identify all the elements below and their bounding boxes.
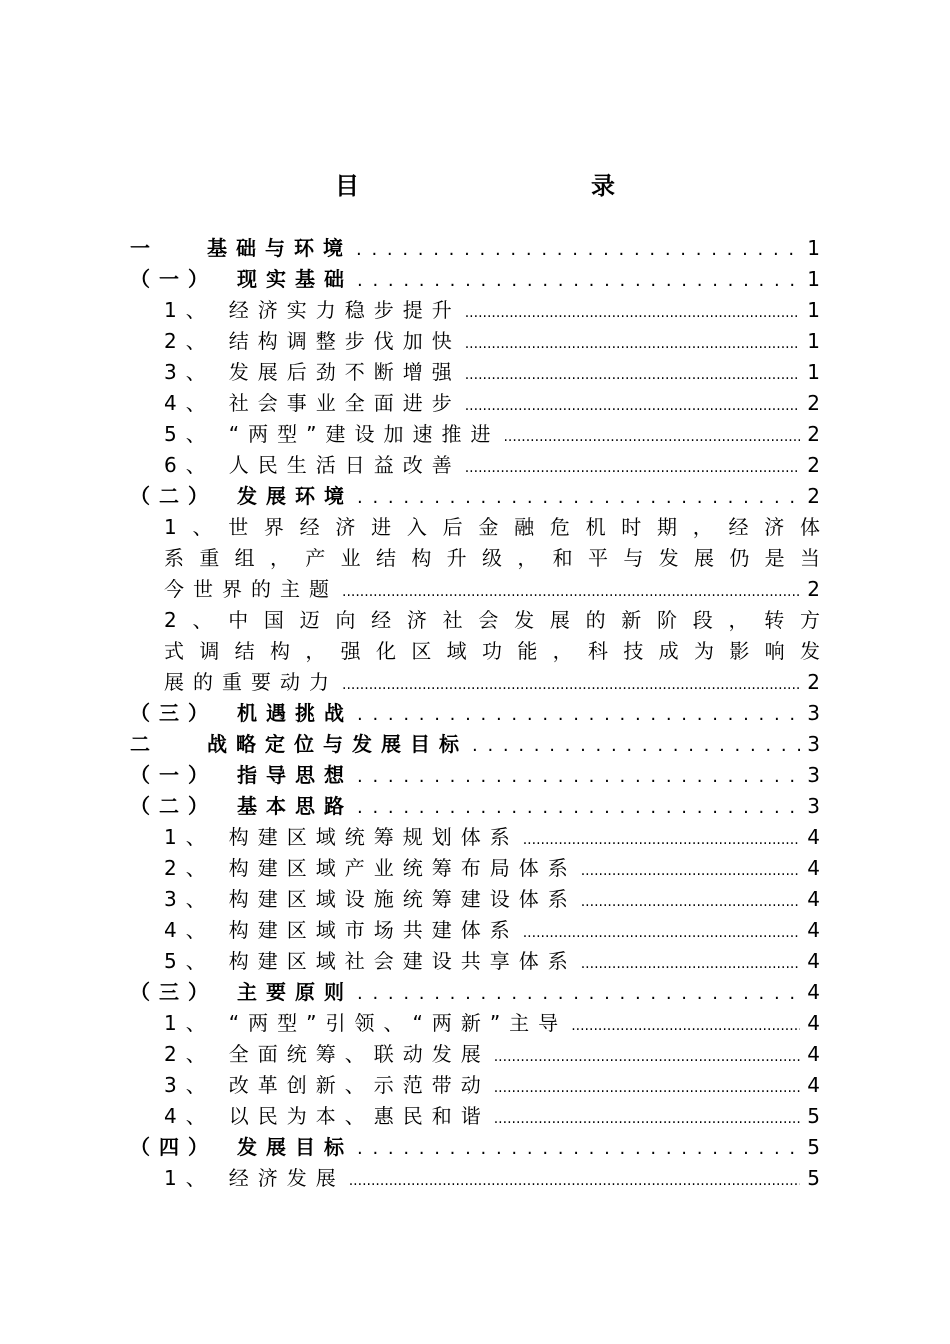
toc-page-number: 2 — [807, 391, 820, 415]
toc-entry-last-line — [130, 667, 820, 698]
toc-entry-last-line — [130, 574, 820, 605]
toc-entry-line: 式调结构，强化区域功能，科技成为影响发 — [164, 639, 820, 663]
toc-entry-number: （三） — [130, 701, 217, 725]
toc-entry[interactable] — [130, 1132, 820, 1163]
toc-entry-label: 基本思路 — [237, 794, 353, 818]
toc-entry[interactable] — [130, 450, 820, 481]
toc-entry-number: （一） — [130, 763, 217, 787]
toc-entry-label: 社会事业全面进步 — [228, 391, 461, 415]
toc-entry-label: 构建区域统筹规划体系 — [228, 825, 519, 849]
toc-page-number: 4 — [807, 887, 820, 911]
toc-entry-label: 机遇挑战 — [237, 701, 353, 725]
toc-entry[interactable] — [130, 1070, 820, 1101]
toc-entry-label: 人民生活日益改善 — [228, 453, 461, 477]
toc-entry[interactable] — [130, 946, 820, 977]
toc-entry[interactable] — [130, 357, 820, 388]
toc-entry-label: 今世界的主题 — [164, 577, 338, 601]
toc-entry-label: 全面统筹、联动发展 — [228, 1042, 490, 1066]
toc-page-number: 3 — [807, 701, 820, 725]
dot-leader — [465, 329, 800, 360]
toc-entry-number: 1、 — [164, 825, 215, 849]
toc-entry[interactable] — [130, 1163, 820, 1194]
dot-leader — [357, 1133, 800, 1166]
toc-page-number: 1 — [807, 236, 820, 260]
toc-entry-line: 2、中国迈向经济社会发展的新阶段，转方 — [164, 608, 820, 632]
toc-entry-label: 经济发展 — [228, 1166, 345, 1190]
toc-entry-number: 5、 — [164, 422, 215, 446]
toc-page-number: 4 — [807, 980, 820, 1004]
toc-entry[interactable] — [130, 977, 820, 1008]
dot-leader — [342, 577, 800, 608]
dot-leader — [494, 1042, 800, 1073]
dot-leader — [494, 1104, 800, 1135]
toc-entry-number: （三） — [130, 980, 217, 1004]
toc-entry[interactable] — [130, 729, 820, 760]
toc-entry[interactable] — [130, 915, 820, 946]
toc-page-number: 3 — [807, 794, 820, 818]
toc-page-number: 4 — [807, 856, 820, 880]
toc-entry-number: 2、 — [164, 1042, 215, 1066]
dot-leader — [357, 761, 800, 794]
toc-entry-number: 3、 — [164, 1073, 215, 1097]
toc-entry-number: （二） — [130, 484, 217, 508]
toc-page-number: 2 — [807, 577, 820, 601]
toc-page-number: 1 — [807, 329, 820, 353]
dot-leader — [503, 422, 800, 453]
dot-leader — [523, 825, 800, 856]
toc-entry-label: 主要原则 — [237, 980, 353, 1004]
toc-entry-number: 4、 — [164, 918, 215, 942]
dot-leader — [465, 298, 800, 329]
toc-entry-line: 系重组，产业结构升级，和平与发展仍是当 — [164, 546, 820, 570]
toc-entry-label: 构建区域设施统筹建设体系 — [228, 887, 577, 911]
toc-entry[interactable] — [130, 295, 820, 326]
table-of-contents — [130, 233, 820, 1194]
toc-page-number: 1 — [807, 360, 820, 384]
toc-entry[interactable] — [130, 326, 820, 357]
dot-leader — [357, 792, 800, 825]
dot-leader — [571, 1011, 800, 1042]
toc-entry-number: 6、 — [164, 453, 215, 477]
toc-page-number: 1 — [807, 267, 820, 291]
toc-page-number: 4 — [807, 825, 820, 849]
toc-entry[interactable] — [130, 884, 820, 915]
toc-entry[interactable] — [130, 1008, 820, 1039]
dot-leader — [581, 949, 800, 980]
dot-leader — [357, 265, 800, 298]
dot-leader — [356, 234, 800, 267]
toc-entry[interactable] — [130, 264, 820, 295]
toc-entry-label: 指导思想 — [237, 763, 353, 787]
toc-page-number: 4 — [807, 918, 820, 942]
dot-leader — [342, 670, 800, 701]
toc-entry-label: 结构调整步伐加快 — [228, 329, 461, 353]
toc-page-number: 2 — [807, 670, 820, 694]
toc-page-number: 4 — [807, 949, 820, 973]
toc-entry[interactable] — [130, 760, 820, 791]
toc-page-number: 2 — [807, 484, 820, 508]
dot-leader — [357, 699, 800, 732]
toc-page-number: 5 — [807, 1104, 820, 1128]
dot-leader — [523, 918, 800, 949]
toc-page-number: 3 — [807, 732, 820, 756]
toc-entry-label: 经济实力稳步提升 — [228, 298, 461, 322]
dot-leader — [494, 1073, 800, 1104]
toc-entry[interactable] — [130, 481, 820, 512]
toc-entry-number: （一） — [130, 267, 217, 291]
toc-entry-line: 1、世界经济进入后金融危机时期，经济体 — [164, 515, 820, 539]
toc-entry-number: 3、 — [164, 360, 215, 384]
toc-entry-number: 二 — [130, 732, 159, 756]
toc-page-number: 5 — [807, 1135, 820, 1159]
toc-entry[interactable] — [130, 853, 820, 884]
toc-entry[interactable] — [130, 512, 820, 605]
dot-leader — [465, 391, 800, 422]
toc-page-number: 5 — [807, 1166, 820, 1190]
toc-entry-label: “两型”建设加速推进 — [228, 422, 500, 446]
toc-entry[interactable] — [130, 233, 820, 264]
toc-entry-number: 5、 — [164, 949, 215, 973]
toc-entry-number: 4、 — [164, 1104, 215, 1128]
toc-entry-label: 基础与环境 — [207, 236, 352, 260]
toc-entry-number: （四） — [130, 1135, 217, 1159]
toc-entry-label: 改革创新、示范带动 — [228, 1073, 490, 1097]
toc-entry-label: 构建区域社会建设共享体系 — [228, 949, 577, 973]
toc-page-number: 2 — [807, 453, 820, 477]
toc-entry-label: 展的重要动力 — [164, 670, 338, 694]
toc-entry-number: 1、 — [164, 1011, 215, 1035]
toc-entry-label: 发展后劲不断增强 — [228, 360, 461, 384]
dot-leader — [357, 978, 800, 1011]
dot-leader — [357, 482, 800, 515]
toc-entry[interactable] — [130, 605, 820, 698]
toc-page-number: 4 — [807, 1011, 820, 1035]
toc-entry-number: 一 — [130, 236, 159, 260]
toc-entry-number: 4、 — [164, 391, 215, 415]
toc-page-number: 3 — [807, 763, 820, 787]
toc-page-number: 4 — [807, 1073, 820, 1097]
toc-entry[interactable] — [130, 1101, 820, 1132]
toc-entry-label: 以民为本、惠民和谐 — [228, 1104, 490, 1128]
toc-entry-label: 现实基础 — [237, 267, 353, 291]
toc-entry-label: “两型”引领、“两新”主导 — [228, 1011, 568, 1035]
toc-entry-number: 1、 — [164, 1166, 215, 1190]
toc-entry[interactable] — [130, 822, 820, 853]
toc-page-number: 1 — [807, 298, 820, 322]
toc-entry[interactable] — [130, 698, 820, 729]
toc-entry[interactable] — [130, 388, 820, 419]
dot-leader — [349, 1166, 800, 1197]
toc-entry-number: （二） — [130, 794, 217, 818]
toc-entry[interactable] — [130, 419, 820, 450]
toc-entry-number: 2、 — [164, 856, 215, 880]
toc-page-number: 2 — [807, 422, 820, 446]
dot-leader — [581, 856, 800, 887]
toc-entry-number: 1、 — [164, 298, 215, 322]
toc-title: 目 录 — [335, 172, 719, 200]
toc-entry-label: 构建区域市场共建体系 — [228, 918, 519, 942]
dot-leader — [465, 360, 800, 391]
dot-leader — [581, 887, 800, 918]
toc-entry-number: 2、 — [164, 329, 215, 353]
toc-entry-label: 发展目标 — [237, 1135, 353, 1159]
dot-leader — [472, 730, 800, 763]
toc-entry[interactable] — [130, 791, 820, 822]
toc-entry-number: 3、 — [164, 887, 215, 911]
toc-entry-label: 战略定位与发展目标 — [207, 732, 468, 756]
toc-entry[interactable] — [130, 1039, 820, 1070]
toc-entry-label: 发展环境 — [237, 484, 353, 508]
dot-leader — [465, 453, 800, 484]
toc-page-number: 4 — [807, 1042, 820, 1066]
toc-entry-label: 构建区域产业统筹布局体系 — [228, 856, 577, 880]
